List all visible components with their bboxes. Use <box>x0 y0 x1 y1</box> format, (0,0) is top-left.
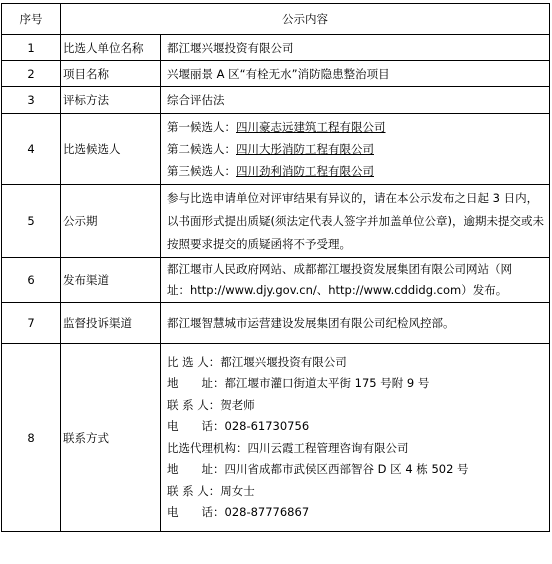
candidate-item <box>167 116 547 138</box>
candidate-item <box>167 138 547 160</box>
row-label: 监督投诉渠道 <box>61 303 161 344</box>
row-label: 联系方式 <box>61 344 161 532</box>
row-number: 6 <box>2 258 61 303</box>
table-row <box>2 35 550 61</box>
table-row <box>2 303 550 344</box>
row-label: 公示期 <box>61 185 161 258</box>
candidate-rank: 第一候选人： <box>167 120 236 134</box>
row-number: 4 <box>2 114 61 185</box>
contact-line: 地 址：都江堰市灌口街道太平街 175 号附 9 号 <box>167 376 430 390</box>
row-value: 参与比选申请单位对评审结果有异议的，请在本公示发布之日起 3 日内，以书面形式提出质疑(须法定代表人签字并加盖单位公章)，逾期未提交或未按照要求提交的质疑函将不予受理。 <box>161 185 550 258</box>
contact-line: 联 系 人：贺老师 <box>167 397 255 412</box>
table-header-row <box>2 4 550 35</box>
row-number: 2 <box>2 61 61 87</box>
candidate-company: 四川劲利消防工程有限公司 <box>236 164 374 178</box>
contact-info <box>161 344 550 532</box>
publish-line: 都江堰市人民政府网站、成都都江堰投资发展集团有限公司网站（网 <box>167 262 512 276</box>
row-label: 发布渠道 <box>61 258 161 303</box>
row-label: 评标方法 <box>61 87 161 114</box>
header-num: 序号 <box>2 4 61 35</box>
row-number: 5 <box>2 185 61 258</box>
contact-line: 地 址：四川省成都市武侯区西部智谷 D 区 4 栋 502 号 <box>167 462 469 476</box>
table-row <box>2 114 550 185</box>
contact-line: 联 系 人：周女士 <box>167 483 255 498</box>
table-row <box>2 258 550 303</box>
row-number: 1 <box>2 35 61 61</box>
header-content: 公示内容 <box>61 4 550 35</box>
row-value: 兴堰丽景 A 区“有栓无水”消防隐患整治项目 <box>161 61 550 87</box>
candidate-rank: 第三候选人： <box>167 164 236 178</box>
candidate-company: 四川大彤消防工程有限公司 <box>236 142 374 156</box>
row-number: 3 <box>2 87 61 114</box>
table-row <box>2 185 550 258</box>
row-label: 比选候选人 <box>61 114 161 185</box>
table-row <box>2 87 550 114</box>
notice-table <box>1 3 550 532</box>
row-value: 综合评估法 <box>161 87 550 114</box>
row-value: 都江堰兴堰投资有限公司 <box>161 35 550 61</box>
row-label: 项目名称 <box>61 61 161 87</box>
candidate-list <box>161 114 550 185</box>
row-number: 8 <box>2 344 61 532</box>
candidate-company: 四川豪志远建筑工程有限公司 <box>236 120 386 134</box>
publish-channels <box>161 258 550 303</box>
contact-line: 电 话：028-87776867 <box>167 505 310 519</box>
row-number: 7 <box>2 303 61 344</box>
row-value: 都江堰智慧城市运营建设发展集团有限公司纪检风控部。 <box>161 303 550 344</box>
table-row <box>2 344 550 532</box>
contact-line: 比 选 人：都江堰兴堰投资有限公司 <box>167 354 347 369</box>
row-label: 比选人单位名称 <box>61 35 161 61</box>
publish-urls: 址：http://www.djy.gov.cn/、http://www.cddidg.com）发布。 <box>167 283 508 297</box>
candidate-rank: 第二候选人： <box>167 142 236 156</box>
contact-line: 比选代理机构：四川云霞工程管理咨询有限公司 <box>167 440 409 455</box>
table-row <box>2 61 550 87</box>
contact-line: 电 话：028-61730756 <box>167 419 310 433</box>
candidate-item <box>167 160 547 182</box>
